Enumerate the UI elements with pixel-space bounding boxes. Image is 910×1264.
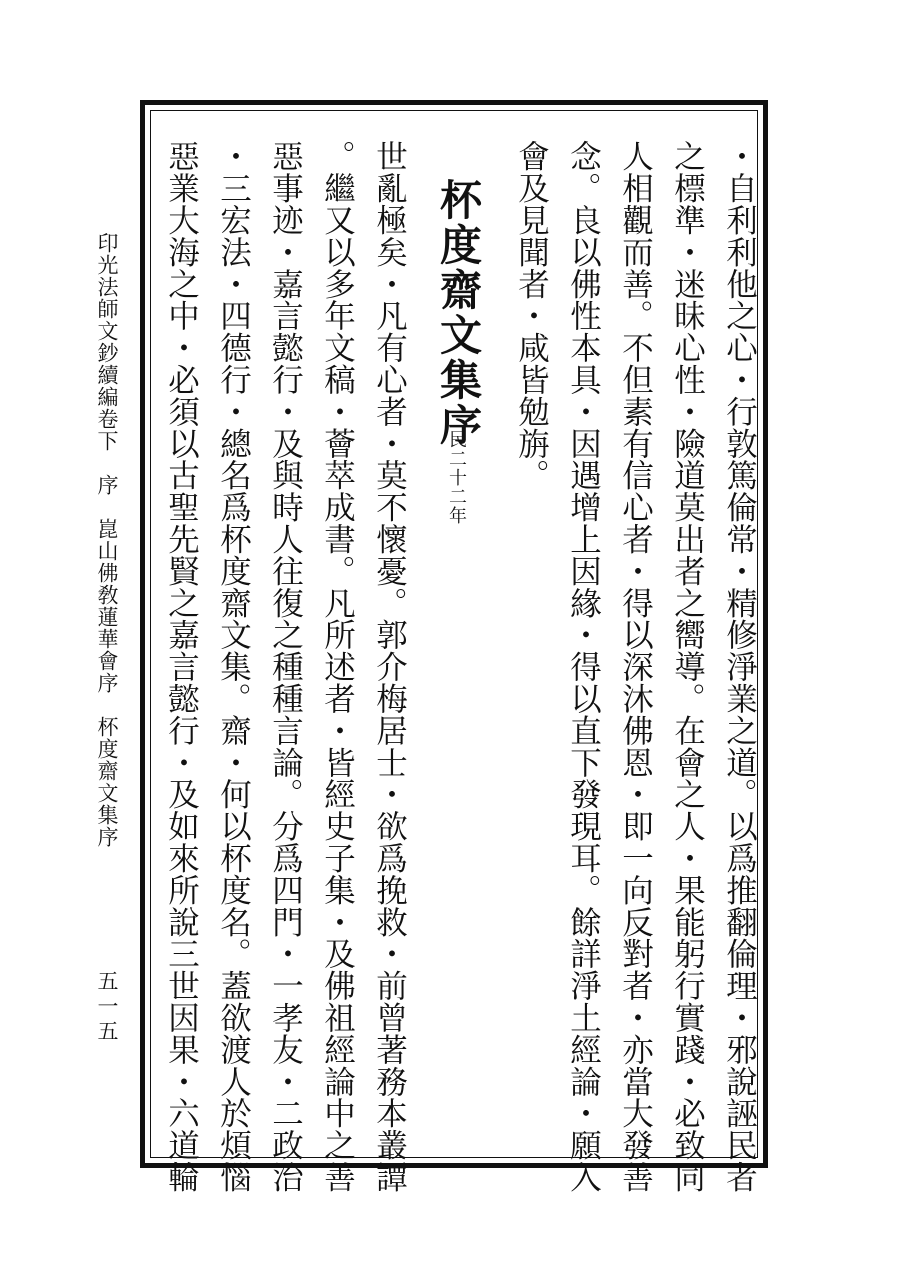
text-column-2: 之標準・迷昧心性・險道莫出者之嚮導。在會之人・果能躬行實踐・必致同 (669, 140, 706, 1193)
text-column-3: 人相觀而善。不但素有信心者・得以深沐佛恩・即一向反對者・亦當大發善 (617, 140, 654, 1193)
page-number: 五一五 (95, 970, 119, 1045)
text-column-9: ・三宏法・四德行・總名爲杯度齋文集。齋・何以杯度名。蓋欲渡人於煩惱 (215, 140, 252, 1193)
text-column-8: 惡事迹・嘉言懿行・及與時人往復之種種言論。分爲四門・一孝友・二政治 (267, 140, 304, 1193)
text-column-4: 念。良以佛性本具・因遇增上因緣・得以直下發現耳。餘詳淨土經論・願入 (565, 140, 602, 1193)
text-column-10: 惡業大海之中・必須以古聖先賢之嘉言懿行・及如來所說三世因果・六道輪 (163, 140, 200, 1193)
text-column-1: ・自利利他之心・行敦篤倫常・精修淨業之道。以爲推翻倫理・邪說誣民者 (721, 140, 758, 1193)
text-column-7: 。繼又以多年文稿・薈萃成書。凡所述者・皆經史子集・及佛祖經論中之善 (319, 140, 356, 1193)
running-header: 印光法師文鈔續編卷下 序 崑山佛敎蓮華會序 杯度齋文集序 (95, 232, 119, 848)
text-column-6: 世亂極矣・凡有心者・莫不懷憂。郭介梅居士・欲爲挽救・前曾著務本叢譚 (371, 140, 408, 1193)
text-column-5: 會及見聞者・咸皆勉旃。 (513, 140, 550, 491)
section-date: 民二十二年 (446, 430, 467, 525)
section-title: 杯度齋文集序 (434, 178, 483, 448)
